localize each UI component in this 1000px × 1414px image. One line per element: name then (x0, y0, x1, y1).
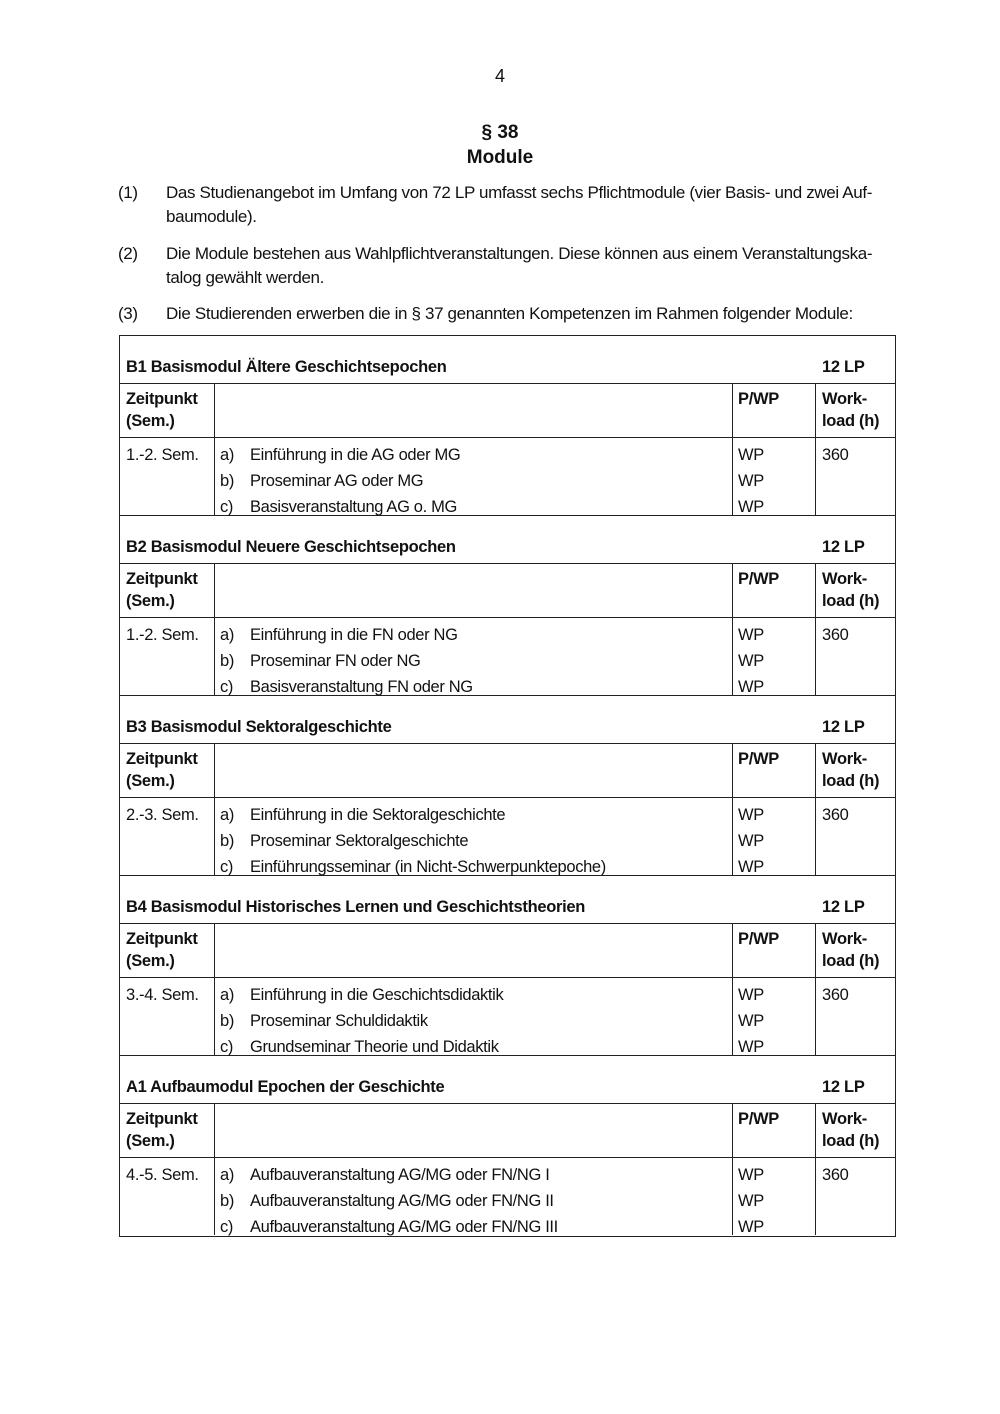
item-pwp: WP (738, 1166, 764, 1184)
column-divider (732, 564, 733, 617)
module-body-row (120, 618, 895, 695)
item-pwp: WP (738, 498, 764, 516)
module-title-row (120, 696, 895, 744)
item-letter: a) (220, 1166, 234, 1184)
module-pwp-list (738, 442, 764, 520)
item-title: Proseminar Schuldidaktik (250, 1012, 428, 1030)
item-pwp: WP (738, 1218, 764, 1236)
module-item-list (220, 982, 720, 1060)
column-divider (214, 1157, 215, 1235)
column-divider (732, 924, 733, 977)
module-lp: 12 LP (822, 1078, 865, 1096)
column-divider (815, 924, 816, 977)
column-divider (214, 384, 215, 437)
item-letter: b) (220, 652, 234, 670)
module-item (220, 982, 720, 1008)
column-divider (214, 564, 215, 617)
module-time: 4.-5. Sem. (126, 1166, 199, 1184)
column-divider (815, 1104, 816, 1157)
header-pwp: P/WP (738, 930, 779, 948)
item-letter: a) (220, 806, 234, 824)
section-title: Module (466, 147, 534, 168)
module-header-row (120, 564, 895, 618)
module-title-row (120, 516, 895, 564)
column-divider (815, 797, 816, 875)
module-header-row (120, 384, 895, 438)
paragraph-number: (2) (118, 244, 138, 263)
column-divider (732, 744, 733, 797)
column-divider (214, 797, 215, 875)
item-letter: b) (220, 832, 234, 850)
module-workload: 360 (822, 446, 849, 464)
item-letter: b) (220, 472, 234, 490)
item-pwp: WP (738, 858, 764, 876)
header-time: Zeitpunkt (Sem.) (126, 390, 198, 430)
module-item (220, 648, 720, 674)
column-divider (214, 1104, 215, 1157)
item-pwp: WP (738, 1038, 764, 1056)
module-pwp-list (738, 622, 764, 700)
column-divider (815, 1157, 816, 1235)
column-divider (815, 744, 816, 797)
paragraph-number: (3) (118, 304, 138, 323)
column-divider (732, 617, 733, 695)
header-pwp: P/WP (738, 1110, 779, 1128)
item-title: Proseminar FN oder NG (250, 652, 421, 670)
item-letter: b) (220, 1192, 234, 1210)
page-number: 4 (494, 66, 505, 86)
column-divider (732, 1157, 733, 1235)
module-body-row (120, 1158, 895, 1235)
module-item-list (220, 622, 720, 700)
module-header-row (120, 924, 895, 978)
module-item (220, 1188, 720, 1214)
column-divider (214, 924, 215, 977)
item-pwp: WP (738, 806, 764, 824)
module-workload: 360 (822, 1166, 849, 1184)
module-title: B3 Basismodul Sektoralgeschichte (126, 718, 392, 736)
module-item (220, 1008, 720, 1034)
paragraph-text: Die Module bestehen aus Wahlpflichtveranstaltungen. Diese können aus einem Veranstaltungska-talog gewählt werden. (166, 244, 873, 287)
item-letter: a) (220, 626, 234, 644)
item-title: Einführungsseminar (in Nicht-Schwerpunktepoche) (250, 858, 606, 876)
section-heading (0, 120, 1000, 170)
item-letter: c) (220, 858, 234, 876)
item-pwp: WP (738, 1192, 764, 1210)
header-time: Zeitpunkt (Sem.) (126, 750, 198, 790)
module-time: 1.-2. Sem. (126, 446, 199, 464)
item-title: Aufbauveranstaltung AG/MG oder FN/NG I (250, 1166, 550, 1184)
module-workload: 360 (822, 806, 849, 824)
paragraph-number: (1) (118, 183, 138, 202)
module-header-row (120, 744, 895, 798)
paragraph-text: Die Studierenden erwerben die in § 37 genannten Kompetenzen im Rahmen folgender Module: (166, 304, 853, 323)
item-pwp: WP (738, 446, 764, 464)
column-divider (732, 1104, 733, 1157)
module-block (120, 1056, 895, 1237)
item-title: Einführung in die Geschichtsdidaktik (250, 986, 504, 1004)
item-title: Aufbauveranstaltung AG/MG oder FN/NG II (250, 1192, 554, 1210)
item-title: Einführung in die Sektoralgeschichte (250, 806, 506, 824)
module-block (120, 696, 895, 876)
module-title: A1 Aufbaumodul Epochen der Geschichte (126, 1078, 445, 1096)
module-item (220, 442, 720, 468)
header-pwp: P/WP (738, 750, 779, 768)
item-pwp: WP (738, 1012, 764, 1030)
paragraph-1 (118, 181, 888, 229)
module-item-list (220, 442, 720, 520)
column-divider (732, 437, 733, 515)
module-time: 1.-2. Sem. (126, 626, 199, 644)
header-workload: Work-load (h) (822, 570, 880, 610)
item-pwp: WP (738, 626, 764, 644)
module-item (220, 802, 720, 828)
header-workload: Work-load (h) (822, 1110, 880, 1150)
header-workload: Work-load (h) (822, 750, 880, 790)
item-letter: a) (220, 446, 234, 464)
item-letter: c) (220, 498, 234, 516)
item-letter: a) (220, 986, 234, 1004)
item-title: Grundseminar Theorie und Didaktik (250, 1038, 499, 1056)
module-lp: 12 LP (822, 538, 865, 556)
column-divider (815, 564, 816, 617)
module-pwp-list (738, 982, 764, 1060)
module-title: B4 Basismodul Historisches Lernen und Geschichtstheorien (126, 898, 586, 916)
module-item (220, 1162, 720, 1188)
item-pwp: WP (738, 678, 764, 696)
column-divider (732, 797, 733, 875)
item-title: Basisveranstaltung AG o. MG (250, 498, 457, 516)
header-time: Zeitpunkt (Sem.) (126, 570, 198, 610)
header-workload: Work-load (h) (822, 930, 880, 970)
module-lp: 12 LP (822, 358, 865, 376)
item-letter: c) (220, 1038, 234, 1056)
paragraph-3 (118, 302, 888, 326)
module-item (220, 1214, 720, 1240)
module-item (220, 468, 720, 494)
item-title: Einführung in die AG oder MG (250, 446, 461, 464)
module-item-list (220, 1162, 720, 1240)
item-title: Einführung in die FN oder NG (250, 626, 458, 644)
module-item-list (220, 802, 720, 880)
column-divider (815, 437, 816, 515)
module-block (120, 336, 895, 516)
module-title-row (120, 1056, 895, 1104)
module-item (220, 622, 720, 648)
module-body-row (120, 438, 895, 515)
module-title-row (120, 876, 895, 924)
module-pwp-list (738, 802, 764, 880)
column-divider (214, 744, 215, 797)
section-number: § 38 (481, 122, 519, 143)
item-title: Aufbauveranstaltung AG/MG oder FN/NG III (250, 1218, 558, 1236)
item-pwp: WP (738, 652, 764, 670)
column-divider (815, 384, 816, 437)
item-letter: c) (220, 678, 234, 696)
module-item (220, 828, 720, 854)
item-title: Basisveranstaltung FN oder NG (250, 678, 473, 696)
column-divider (815, 977, 816, 1055)
module-block (120, 516, 895, 696)
module-title: B2 Basismodul Neuere Geschichtsepochen (126, 538, 456, 556)
module-pwp-list (738, 1162, 764, 1240)
item-letter: c) (220, 1218, 234, 1236)
column-divider (732, 384, 733, 437)
paragraph-text: Das Studienangebot im Umfang von 72 LP umfasst sechs Pflichtmodule (vier Basis- und zwei Auf-baumodule). (166, 183, 873, 226)
module-workload: 360 (822, 626, 849, 644)
item-title: Proseminar Sektoralgeschichte (250, 832, 469, 850)
modules-table (119, 335, 896, 1237)
module-time: 3.-4. Sem. (126, 986, 199, 1004)
item-pwp: WP (738, 832, 764, 850)
module-workload: 360 (822, 986, 849, 1004)
module-time: 2.-3. Sem. (126, 806, 199, 824)
item-pwp: WP (738, 472, 764, 490)
module-body-row (120, 798, 895, 875)
module-title-row (120, 336, 895, 384)
module-title: B1 Basismodul Ältere Geschichtsepochen (126, 358, 447, 376)
item-letter: b) (220, 1012, 234, 1030)
header-workload: Work-load (h) (822, 390, 880, 430)
module-header-row (120, 1104, 895, 1158)
header-time: Zeitpunkt (Sem.) (126, 1110, 198, 1150)
item-title: Proseminar AG oder MG (250, 472, 424, 490)
header-pwp: P/WP (738, 570, 779, 588)
module-block (120, 876, 895, 1056)
header-time: Zeitpunkt (Sem.) (126, 930, 198, 970)
item-pwp: WP (738, 986, 764, 1004)
header-pwp: P/WP (738, 390, 779, 408)
column-divider (815, 617, 816, 695)
column-divider (214, 977, 215, 1055)
column-divider (214, 617, 215, 695)
paragraph-2 (118, 242, 888, 290)
column-divider (214, 437, 215, 515)
module-lp: 12 LP (822, 718, 865, 736)
module-lp: 12 LP (822, 898, 865, 916)
module-body-row (120, 978, 895, 1055)
column-divider (732, 977, 733, 1055)
